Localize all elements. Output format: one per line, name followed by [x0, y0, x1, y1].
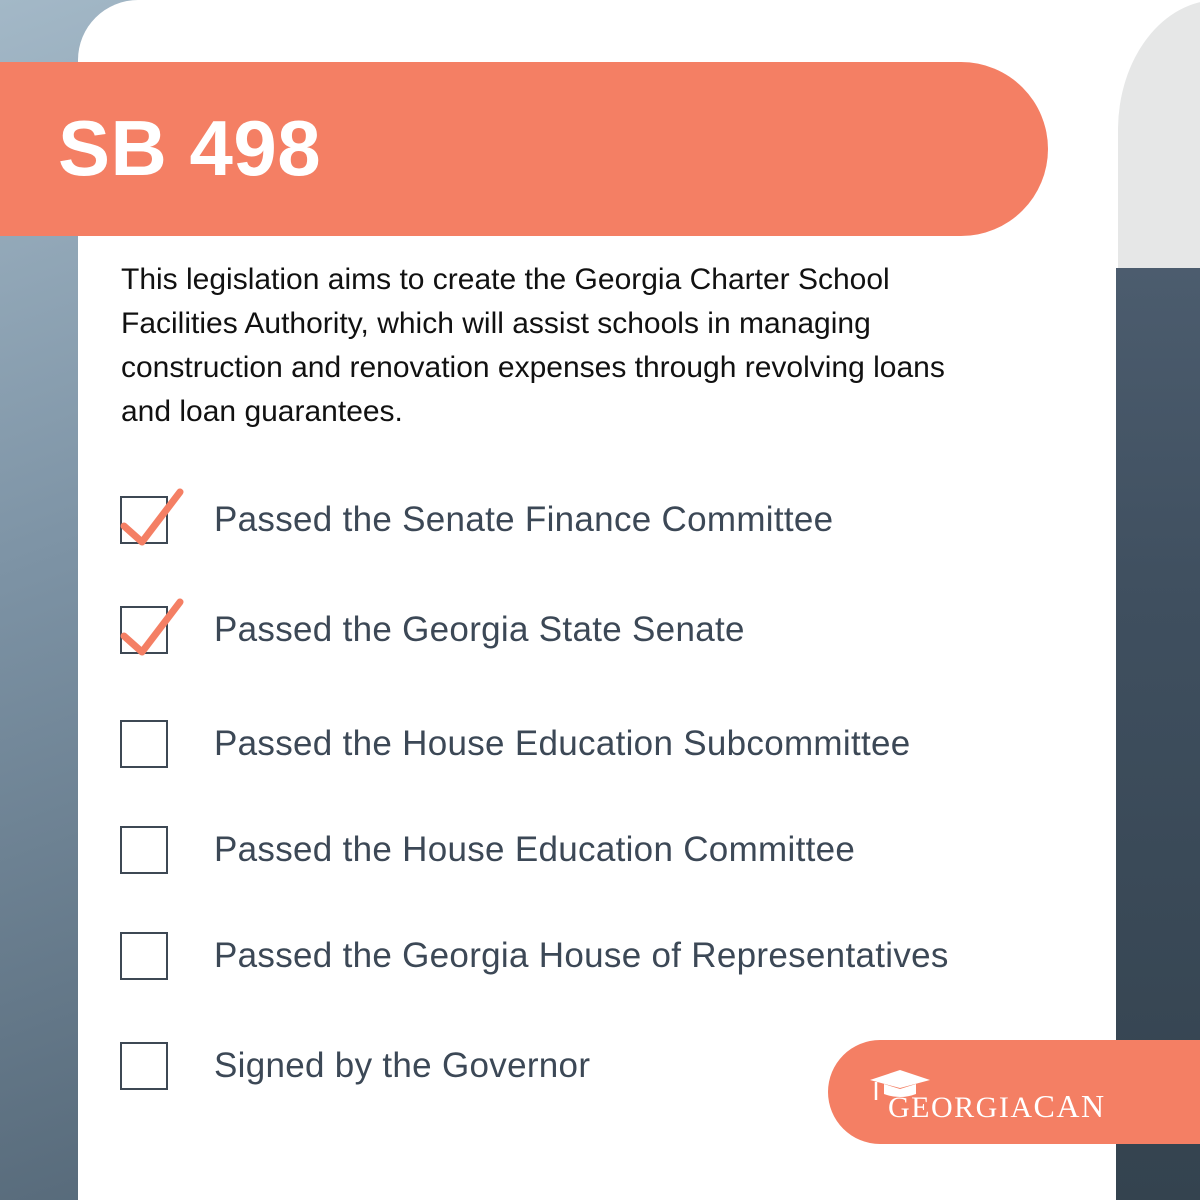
logo-text-georgia: GEORGIA [888, 1091, 1034, 1124]
logo-text-can: CAN [1033, 1088, 1106, 1124]
checkbox [120, 720, 168, 768]
checklist-item-label: Passed the Georgia State Senate [214, 610, 745, 649]
logo-wordmark [888, 1088, 1106, 1125]
checklist-item [120, 718, 1020, 770]
checkmark-icon [118, 598, 188, 664]
checklist-item-label: Passed the Senate Finance Committee [214, 500, 834, 539]
checklist-item-label: Passed the House Education Subcommittee [214, 724, 911, 763]
checklist-item [120, 930, 1020, 982]
checkbox [120, 606, 168, 654]
bill-description: This legislation aims to create the Georgia Charter School Facilities Authority, which will assist schools in managing construction and renovation expenses through revolving loans and loan guarantees. [121, 263, 945, 428]
checklist-item [120, 604, 1020, 656]
checkbox [120, 496, 168, 544]
checkbox [120, 826, 168, 874]
page-title: SB 498 [58, 104, 322, 192]
checklist-item-label: Passed the Georgia House of Representatives [214, 936, 949, 975]
checkbox [120, 1042, 168, 1090]
checklist-item-label: Passed the House Education Committee [214, 830, 856, 869]
checklist-item-label: Signed by the Governor [214, 1046, 591, 1085]
checkmark-icon [118, 488, 188, 554]
checklist-item [120, 494, 1020, 546]
checkbox [120, 932, 168, 980]
checklist-item [120, 824, 1020, 876]
